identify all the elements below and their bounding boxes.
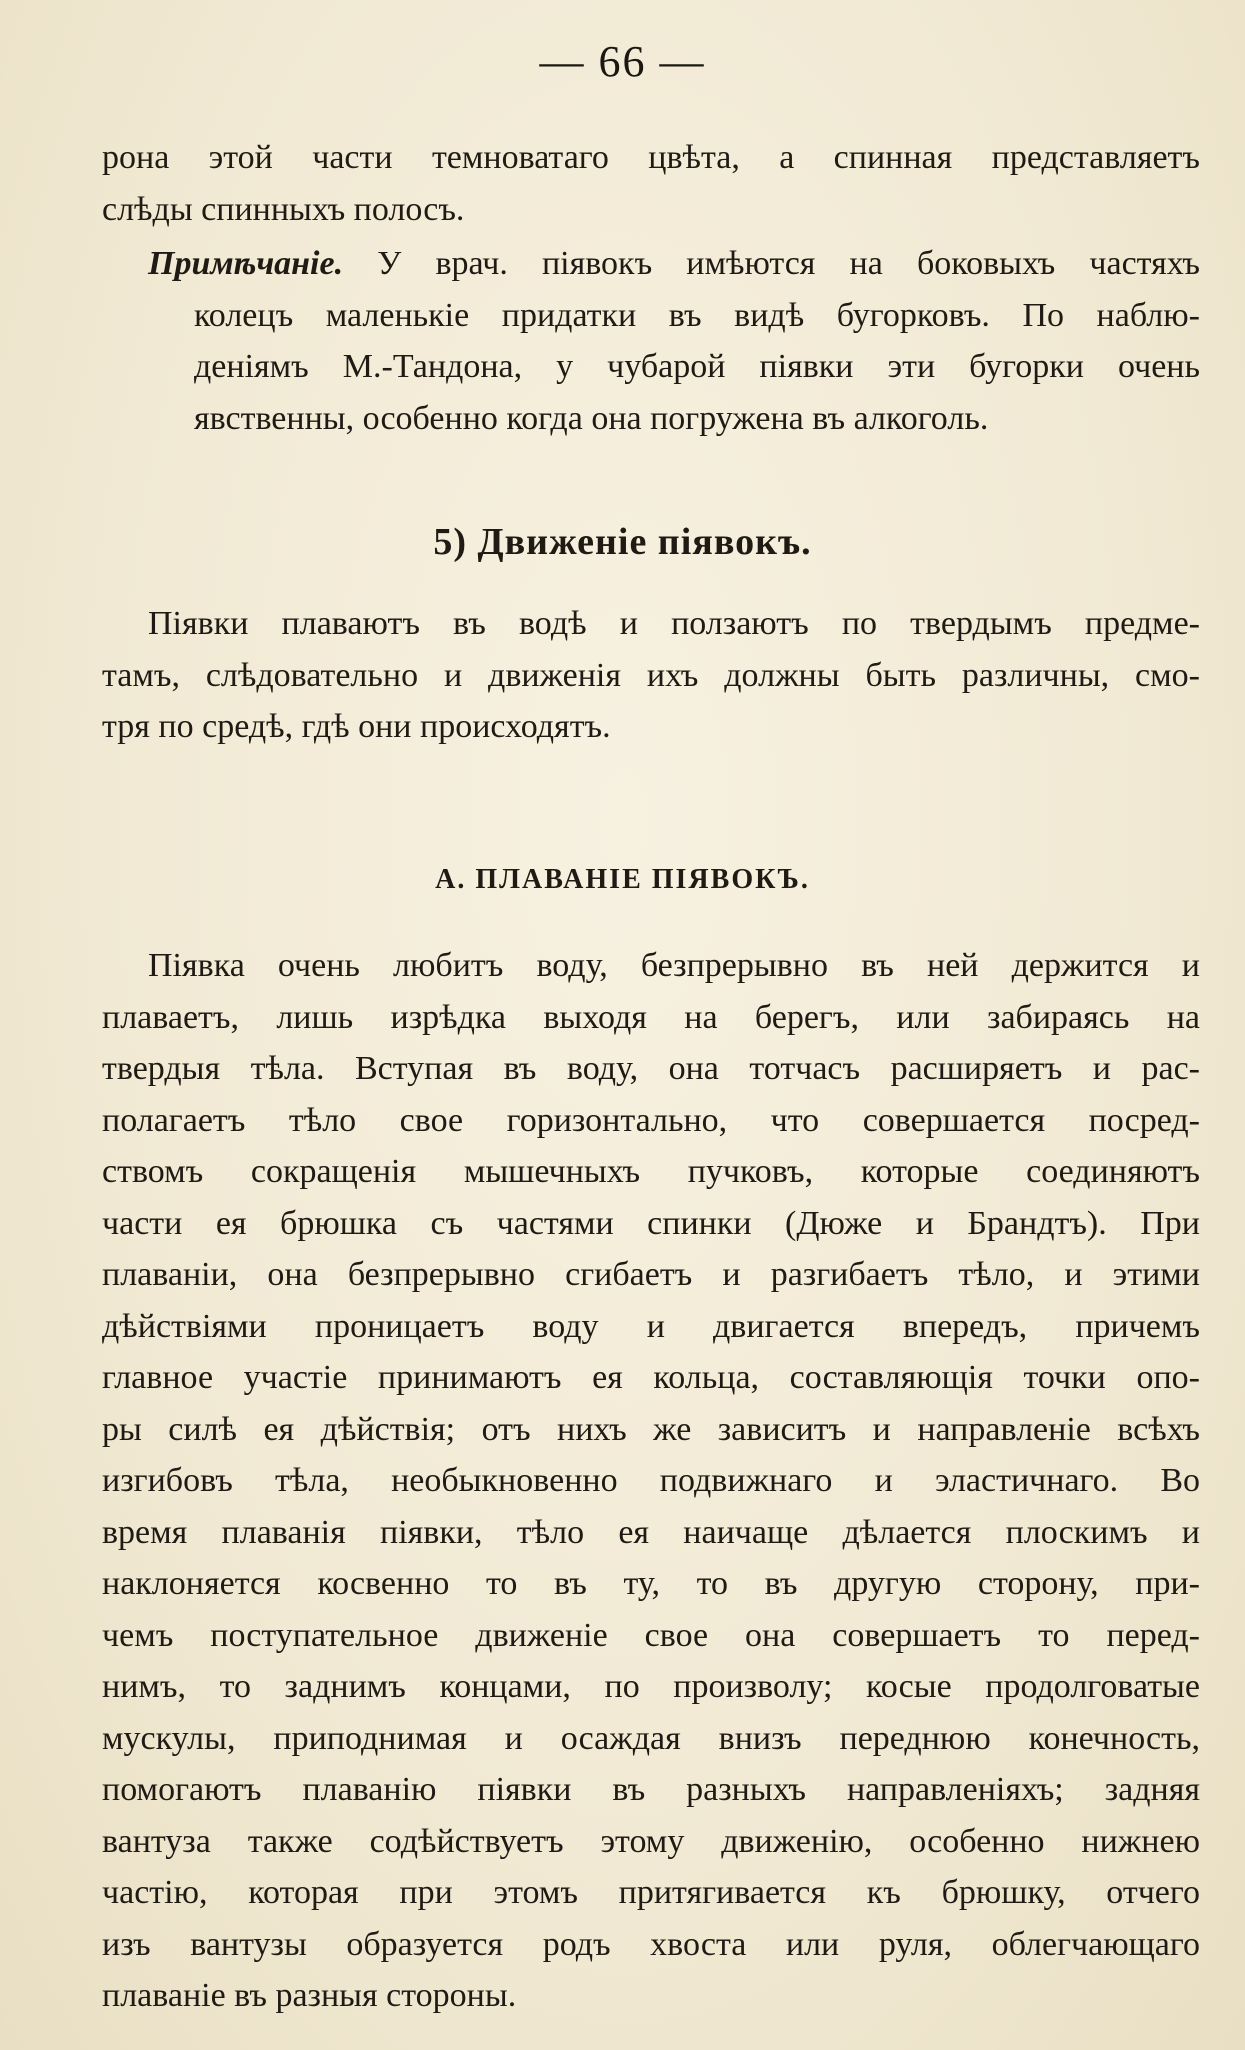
section-heading: 5) Движеніе піявокъ. <box>433 521 812 563</box>
text-line: тамъ, слѣдовательно и движенія ихъ должны быть различны, смо- <box>102 656 1200 694</box>
text-line: плаваетъ, лишь изрѣдка выходя на берегъ, или забираясь на <box>102 998 1200 1036</box>
text-line: ры силѣ ея дѣйствія; отъ нихъ же зависитъ и направленіе всѣхъ <box>102 1410 1200 1448</box>
note-block <box>102 238 1200 444</box>
note-text: У врач. піявокъ имѣются на боковыхъ частяхъ <box>377 245 1200 282</box>
text-line: нимъ, то заднимъ концами, по произволу; косые продолговатые <box>102 1668 1200 1705</box>
text-line: чемъ поступательное движеніе свое она совершаетъ то перед- <box>102 1616 1200 1654</box>
text-line: плаваніе въ разныя стороны. <box>102 1977 517 2014</box>
text-line: плаваніи, она безпрерывно сгибаетъ и разгибаетъ тѣло, и этими <box>102 1256 1200 1293</box>
text-line: Піявка очень любитъ воду, безпрерывно въ ней держится и <box>148 947 1200 984</box>
paragraph-swimming <box>102 940 1200 2022</box>
text-line: наклоняется косвенно то въ ту, то въ другую сторону, при- <box>102 1565 1200 1602</box>
text-line: время плаванія піявки, тѣло ея наичаще дѣлается плоскимъ и <box>102 1513 1200 1551</box>
text-line: деніямъ М.-Тандона, у чубарой піявки эти бугорки очень <box>194 348 1200 385</box>
text-line: вантуза также содѣйствуетъ этому движенію, особенно нижнею <box>102 1822 1200 1860</box>
text-line: колецъ маленькіе придатки въ видѣ бугорковъ. По наблю- <box>194 296 1200 334</box>
text-line: главное участіе принимаютъ ея кольца, составляющія точки опо- <box>102 1359 1200 1396</box>
text-line: мускулы, приподнимая и осаждая внизъ переднюю конечность, <box>102 1719 1200 1757</box>
text-line: изгибовъ тѣла, необыкновенно подвижнаго и эластичнаго. Во <box>102 1462 1200 1499</box>
text-line: ствомъ сокращенія мышечныхъ пучковъ, которые соединяютъ <box>102 1153 1200 1190</box>
text-line: части ея брюшка съ частями спинки (Дюже и Брандтъ). При <box>102 1204 1200 1242</box>
text-line: слѣды спинныхъ полосъ. <box>102 190 465 228</box>
subsection-heading: А. ПЛАВАНІЕ ПІЯВОКЪ. <box>435 864 810 895</box>
paragraph-continuation <box>102 132 1200 235</box>
paragraph-intro <box>102 598 1200 753</box>
text-line: полагаетъ тѣло свое горизонтально, что совершается посред- <box>102 1101 1200 1139</box>
text-line: изъ вантузы образуется родъ хвоста или руля, облегчающаго <box>102 1925 1200 1963</box>
text-line: помогаютъ плаванію піявки въ разныхъ направленіяхъ; задняя <box>102 1771 1200 1808</box>
text-line: частію, которая при этомъ притягивается къ брюшку, отчего <box>102 1874 1200 1911</box>
text-line: рона этой части темноватаго цвѣта, а спинная представляетъ <box>102 139 1200 176</box>
text-line: дѣйствіями проницаетъ воду и двигается впередъ, причемъ <box>102 1307 1200 1345</box>
text-line: явственны, особенно когда она погружена въ алкоголь. <box>194 399 989 437</box>
text-line: тря по средѣ, гдѣ они происходятъ. <box>102 708 611 745</box>
text-line: твердыя тѣла. Вступая въ воду, она тотчасъ расширяетъ и рас- <box>102 1050 1200 1087</box>
page-number: — 66 — <box>539 37 706 86</box>
note-label: Примѣчаніе. <box>148 245 344 282</box>
text-line: Піявки плаваютъ въ водѣ и ползаютъ по твердымъ предме- <box>148 605 1200 642</box>
note-first-line <box>102 238 1200 290</box>
